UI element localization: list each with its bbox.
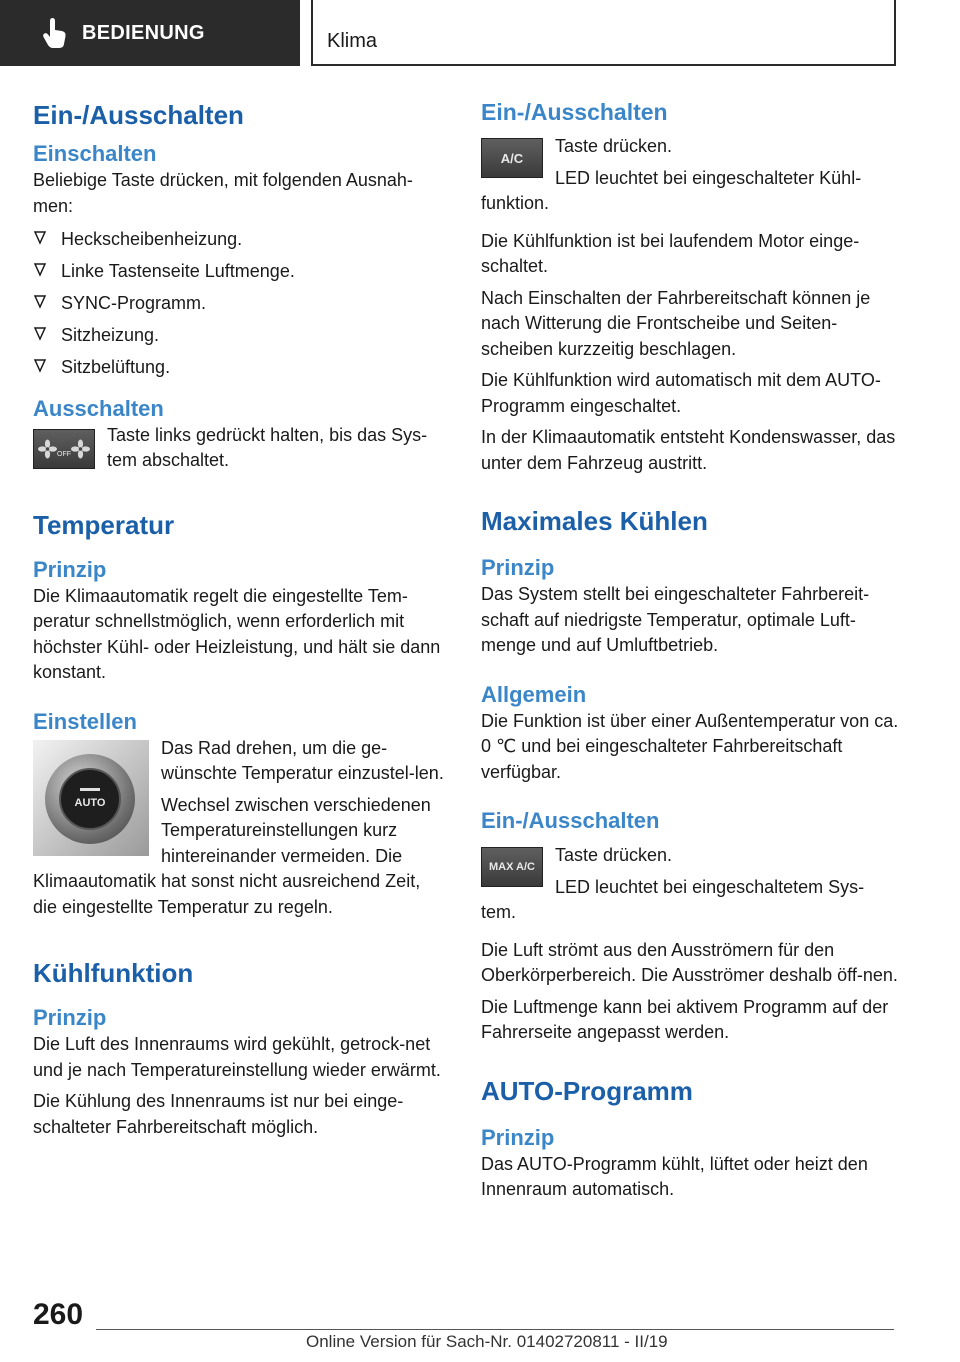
heading-ein-ausschalten: Ein-/Ausschalten (481, 99, 668, 125)
footer-divider (96, 1329, 894, 1330)
ac-label: A/C (500, 150, 524, 166)
auto-label: AUTO (74, 797, 106, 809)
heading-ein-ausschalten: Ein-/Ausschalten (33, 100, 244, 130)
triangle-bullet-icon (33, 230, 47, 246)
list-item: SYNC-Programm. (33, 291, 449, 317)
einstellen-text-1: Das Rad drehen, um die ge-wünschte Temperatur einzustel-len. (161, 737, 444, 783)
list-item: Heckscheibenheizung. (33, 227, 449, 253)
ac-text-1: Taste drücken. (555, 136, 673, 156)
hand-pointer-icon (42, 18, 68, 48)
ac-text-3: Die Kühlfunktion ist bei laufendem Motor einge-schaltet. (481, 230, 860, 276)
list-item: Sitzheizung. (33, 323, 449, 349)
triangle-bullet-icon (33, 294, 47, 310)
off-button-image (33, 429, 95, 469)
heading-kuehlfunktion: Kühlfunktion (33, 958, 194, 988)
max-text-4: Die Luft strömt aus den Ausströmern für den Oberkörperbereich. Die Ausströmer deshalb öff-nen. (481, 939, 898, 985)
triangle-bullet-icon (33, 326, 47, 342)
ac-text-2: LED leuchtet bei eingeschalteter Kühl-funktion. (481, 167, 862, 213)
list-item: Linke Tastenseite Luftmenge. (33, 259, 449, 285)
heading-ausschalten: Ausschalten (33, 395, 164, 421)
list-item: Sitzbelüftung. (33, 355, 449, 381)
kuehl-text-2: Die Kühlung des Innenraums ist nur bei einge-schalteter Fahrbereitschaft möglich. (33, 1091, 404, 1137)
left-column (33, 98, 449, 1140)
temperature-knob-image (33, 740, 149, 856)
triangle-bullet-icon (33, 358, 47, 374)
heading-ein-ausschalten: Ein-/Ausschalten (481, 808, 660, 833)
max-text-1: Das System stellt bei eingeschalteter Fahrbereit-schaft auf niedrigste Temperatur, optimale Luft-menge und auf Umluftbetrieb. (481, 584, 870, 655)
max-ac-button-image (481, 847, 543, 887)
allgemein-text: Die Funktion ist über einer Außentemperatur von ca. 0 ℃ und bei eingeschalteter Fahrbereitschaft verfügbar. (481, 710, 899, 782)
max-ac-label: MAX A/C (488, 861, 536, 873)
chapter-tab-label: Klima (327, 30, 378, 52)
ac-text-6: In der Klimaautomatik entsteht Kondenswasser, das unter dem Fahrzeug austritt. (481, 427, 896, 473)
footer-version: Online Version für Sach-Nr. 01402720811 - II/19 (306, 1332, 668, 1351)
heading-auto-programm: AUTO-Programm (481, 1075, 693, 1106)
section-tab-label: BEDIENUNG (82, 21, 205, 44)
heading-prinzip: Prinzip (481, 1124, 555, 1150)
heading-einstellen: Einstellen (33, 708, 137, 734)
ausschalten-text: Taste links gedrückt halten, bis das Sys-tem abschaltet. (107, 424, 428, 470)
fan-icon (38, 438, 57, 460)
page-header (0, 0, 960, 66)
auto-text: Das AUTO-Programm kühlt, lüftet oder heizt den Innenraum automatisch. (481, 1153, 868, 1199)
heading-einschalten: Einschalten (33, 141, 157, 166)
kuehl-text-1: Die Luft des Innenraums wird gekühlt, getrock-net und je nach Temperatureinstellung wieder erwärmt. (33, 1034, 441, 1080)
ac-text-5: Die Kühlfunktion wird automatisch mit dem AUTO-Programm eingeschaltet. (481, 370, 881, 416)
max-text-3: LED leuchtet bei eingeschaltetem Sys-tem. (481, 876, 865, 922)
heading-prinzip: Prinzip (481, 555, 555, 580)
max-text-2: Taste drücken. (555, 845, 673, 865)
einschalten-text: Beliebige Taste drücken, mit folgenden Ausnah-men: (33, 170, 413, 216)
triangle-bullet-icon (33, 262, 47, 278)
max-text-5: Die Luftmenge kann bei aktivem Programm auf der Fahrerseite angepasst werden. (481, 996, 889, 1042)
heading-allgemein: Allgemein (481, 681, 587, 707)
prinzip-text: Die Klimaautomatik regelt die eingestellte Tem-peratur schnellstmöglich, wenn erforderlich mit höchster Kühl- oder Heizleistung, und hält sie dann konstant. (33, 585, 441, 682)
page-number: 260 (33, 1298, 84, 1331)
heading-prinzip: Prinzip (33, 556, 107, 582)
einstellen-text-2: Wechsel zwischen verschiedenen Temperatureinstellungen kurz hintereinander vermeiden. Die Klimaautomatik hat sonst nicht ausreichend Zeit, die eingestellte Temperatur zu regeln. (33, 794, 431, 917)
section-tab (0, 0, 300, 66)
heading-prinzip: Prinzip (33, 1005, 107, 1030)
heading-maximales-kuehlen: Maximales Kühlen (481, 506, 708, 536)
exceptions-list (33, 227, 449, 381)
off-label: OFF (57, 451, 71, 458)
ac-text-4: Nach Einschalten der Fahrbereitschaft können je nach Witterung die Frontscheibe und Seiten-scheiben kurzzeitig beschlagen. (481, 287, 871, 359)
chapter-tab (311, 0, 896, 66)
ac-button-image (481, 138, 543, 178)
fan-icon (71, 438, 90, 460)
heading-temperatur: Temperatur (33, 509, 175, 540)
right-column (481, 98, 899, 1203)
